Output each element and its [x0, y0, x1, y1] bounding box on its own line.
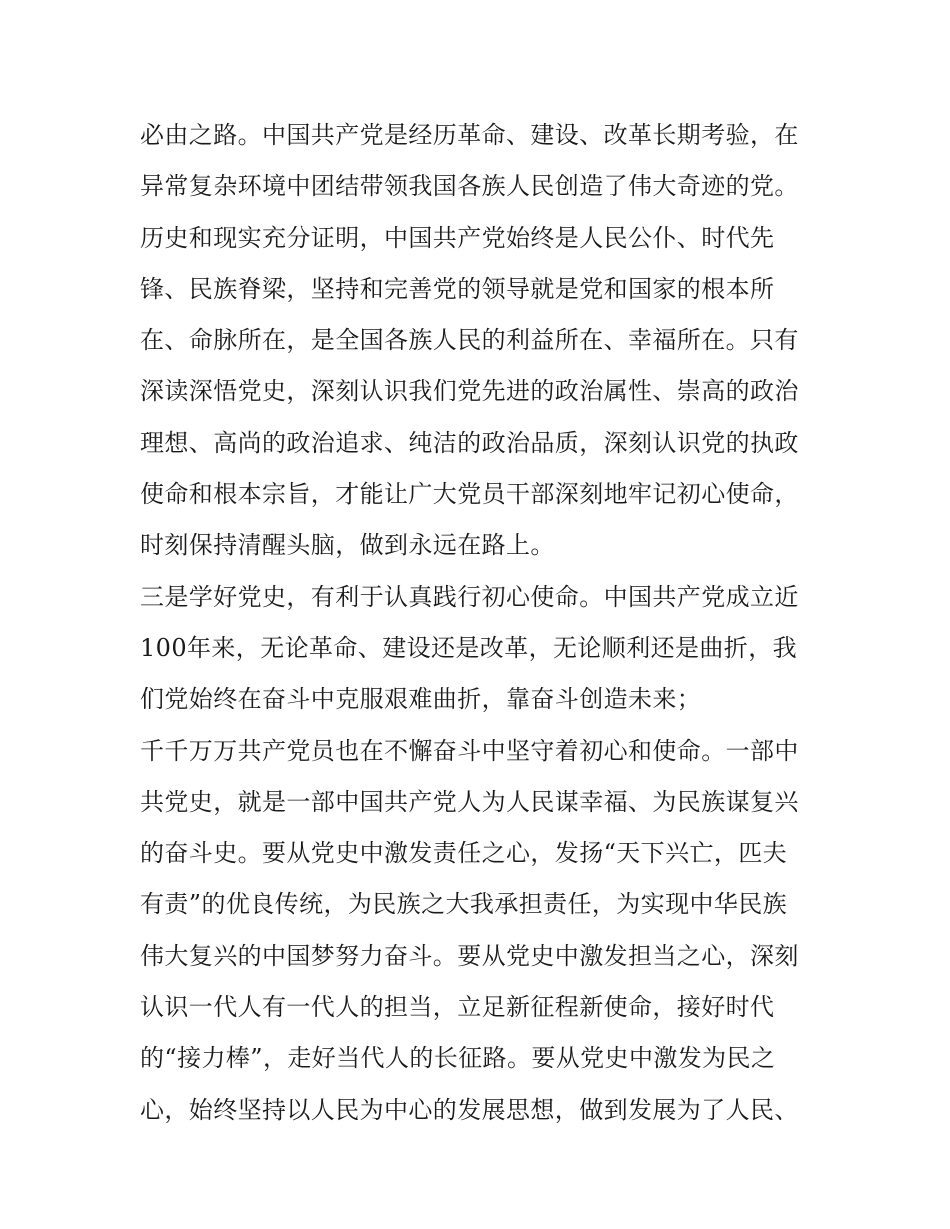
text-line: 有责”的优良传统，为民族之大我承担责任，为实现中华民族: [140, 890, 788, 919]
text-line: 必由之路。中国共产党是经历革命、建设、改革长期考验，在: [140, 121, 799, 149]
text-line: 们党始终在奋斗中克服艰难曲折，靠奋斗创造未来；: [140, 685, 702, 714]
text-line: 的奋斗史。要从党史中激发责任之心，发扬“天下兴亡，匹夫: [140, 839, 788, 868]
text-line: 锋、民族脊梁，坚持和完善党的领导就是党和国家的根本所: [140, 274, 775, 303]
text-line: 三是学好党史，有利于认真践行初心使命。中国共产党成立近: [140, 582, 799, 611]
text-line: 认识一代人有一代人的担当，立足新征程新使命，接好时代: [140, 993, 775, 1022]
text-line: 共党史，就是一部中国共产党人为人民谋幸福、为民族谋复兴: [140, 787, 799, 816]
text-line: 100年来，无论革命、建设还是改革，无论顺利还是曲折，我: [140, 633, 798, 662]
body-text: [140, 110, 820, 1136]
text-line: 的“接力棒”，走好当代人的长征路。要从党史中激发为民之: [140, 1044, 776, 1073]
text-line: 伟大复兴的中国梦努力奋斗。要从党史中激发担当之心，深刻: [140, 941, 799, 970]
text-line: 时刻保持清醒头脑，做到永远在路上。: [140, 531, 555, 560]
text-line: 使命和根本宗旨，才能让广大党员干部深刻地牢记初心使命，: [140, 480, 799, 509]
text-line: 千千万万共产党员也在不懈奋斗中坚守着初心和使命。一部中: [140, 736, 799, 765]
text-line: 深读深悟党史，深刻认识我们党先进的政治属性、崇高的政治: [140, 377, 799, 406]
text-line: 异常复杂环境中团结带领我国各族人民创造了伟大奇迹的党。: [140, 172, 799, 201]
text-line: 心，始终坚持以人民为中心的发展思想，做到发展为了人民、: [140, 1095, 799, 1124]
text-line: 理想、高尚的政治追求、纯洁的政治品质，深刻认识党的执政: [140, 428, 799, 457]
text-line: 在、命脉所在，是全国各族人民的利益所在、幸福所在。只有: [140, 326, 799, 355]
text-line: 历史和现实充分证明，中国共产党始终是人民公仆、时代先: [140, 223, 775, 252]
